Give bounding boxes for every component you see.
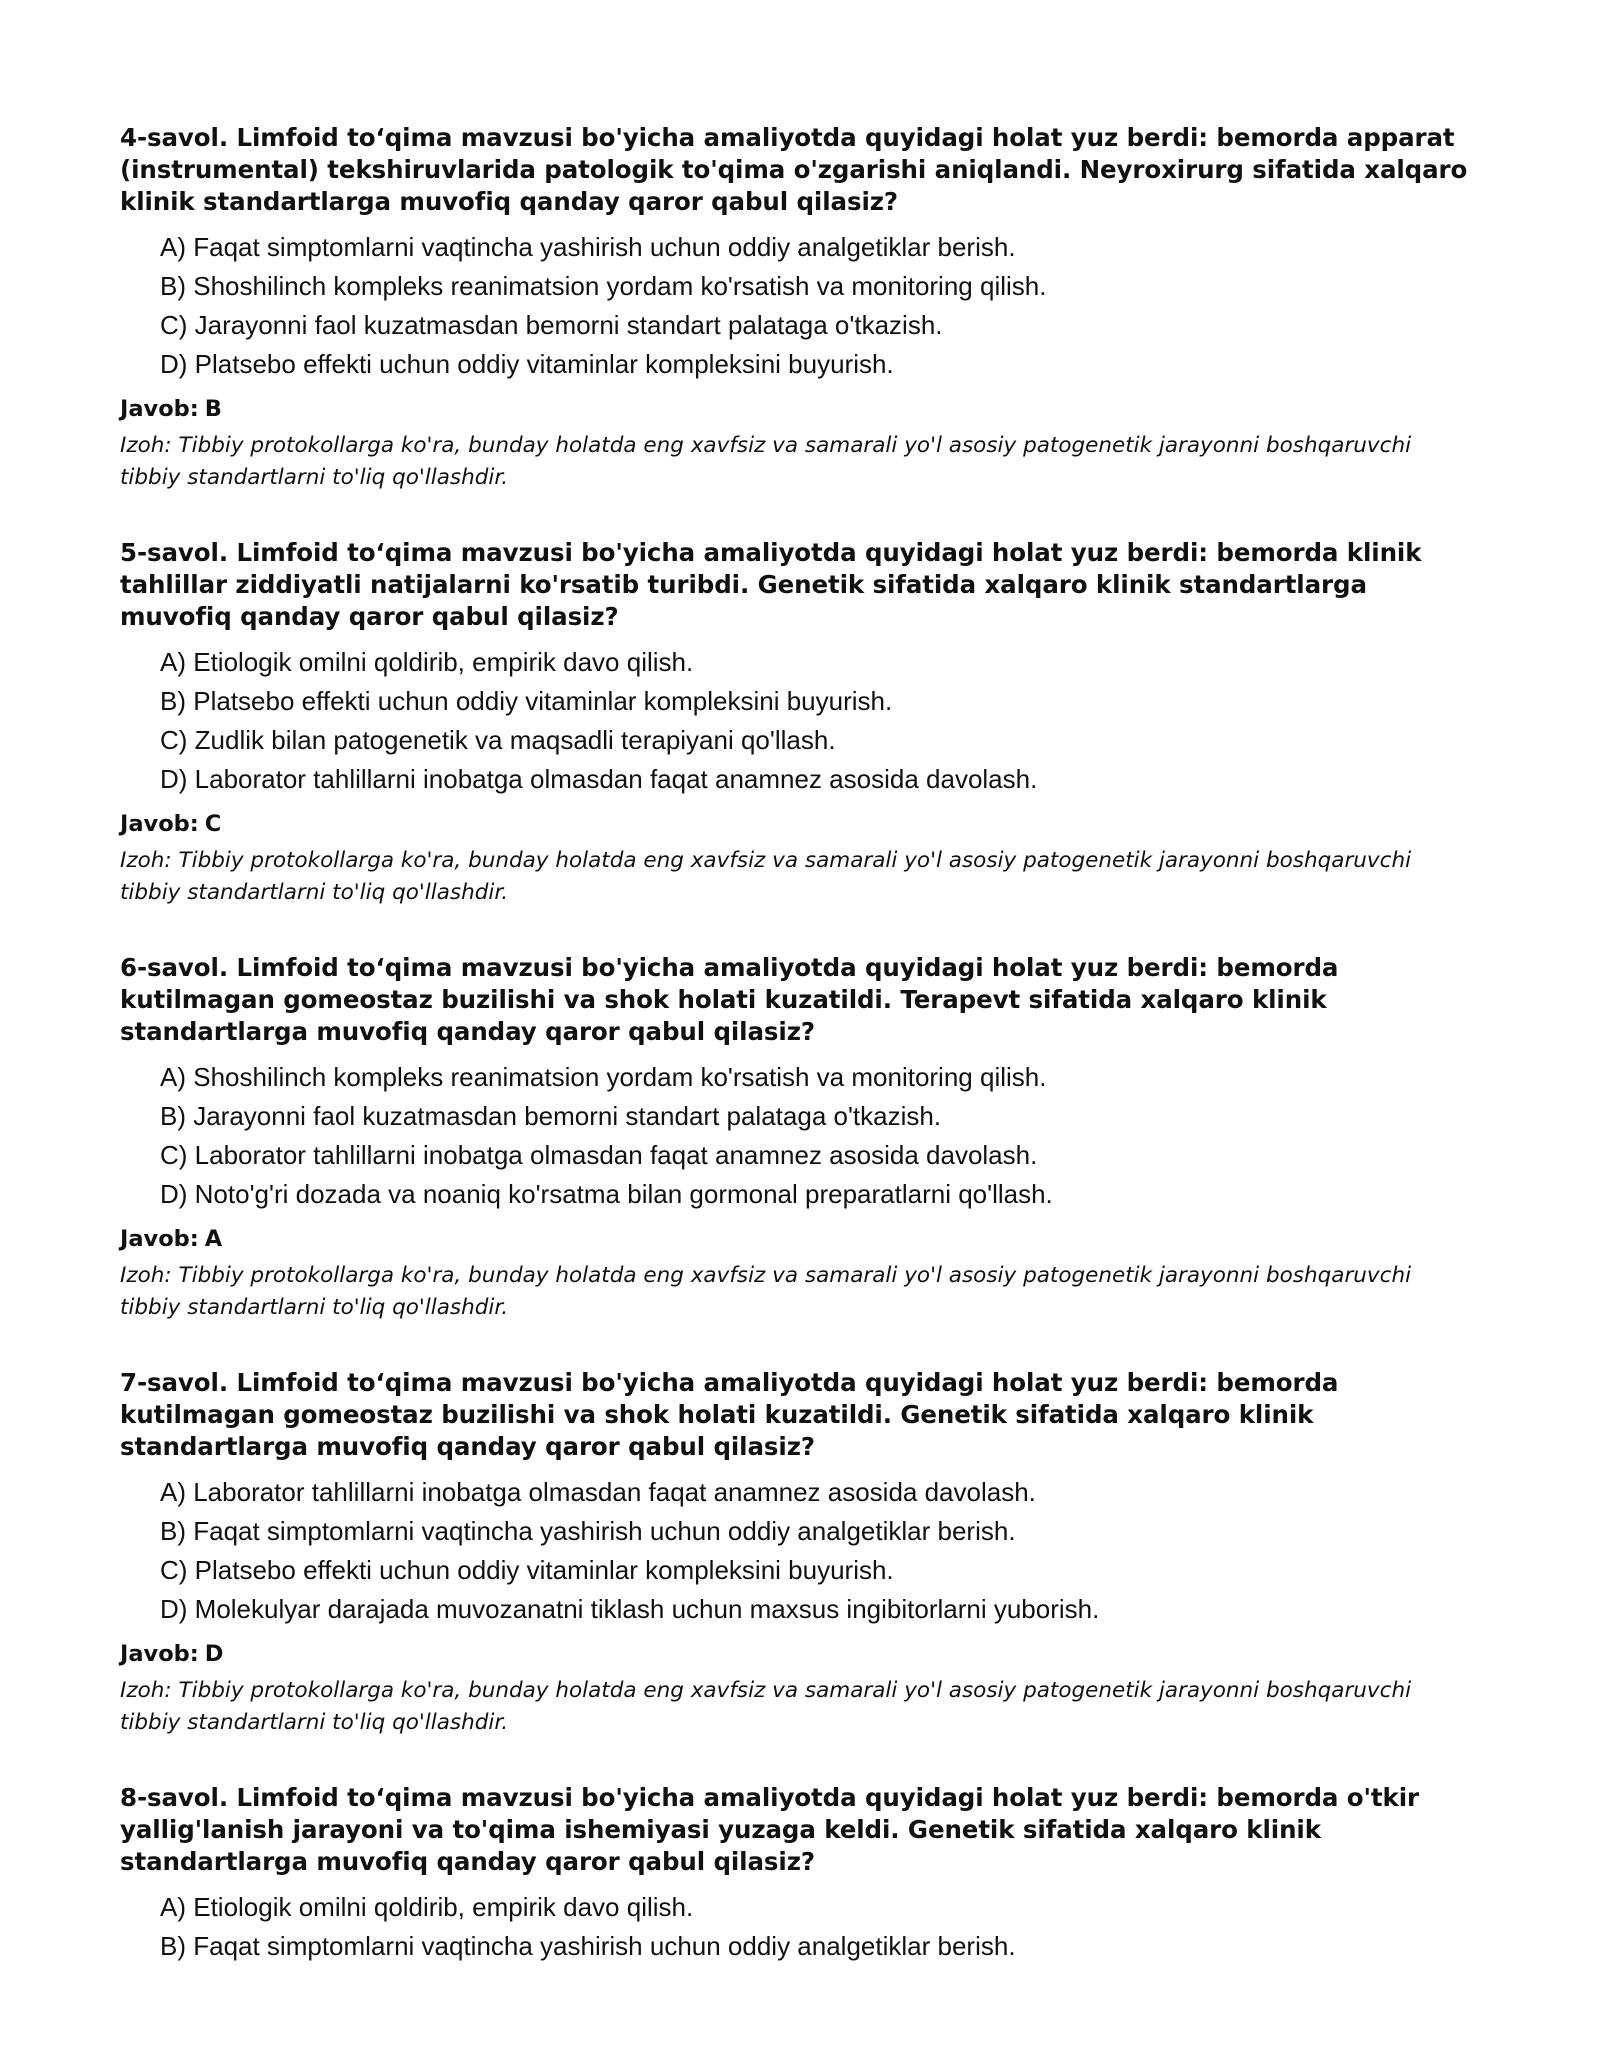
explanation-note: Izoh: Tibbiy protokollarga ko'ra, bunday holatda eng xavfsiz va samarali yo'l asosiy patogenetik jarayonni boshqaruvchi tibbiy standartlarni to'liq qo'llashdir.: [120, 1678, 1412, 1735]
answer-line: [120, 809, 1480, 839]
options-list: [120, 228, 1480, 384]
answer-letter: C: [204, 811, 222, 837]
question-block: [120, 122, 1480, 494]
answer-letter: D: [204, 1641, 224, 1667]
option-b: B) Faqat simptomlarni vaqtincha yashirish uchun oddiy analgetiklar berish.: [160, 1516, 1016, 1546]
option-c: C) Platsebo effekti uchun oddiy vitaminlar kompleksini buyurish.: [160, 1555, 894, 1585]
answer-label: Javob:: [120, 396, 199, 422]
answer-label: Javob:: [120, 1641, 199, 1667]
question-title: 5-savol. Limfoid to‘qima mavzusi bo'yicha amaliyotda quyidagi holat yuz berdi: bemorda klinik tahlillar ziddiyatli natijalarni ko'rsatib turibdi. Genetik sifatida xalqaro klinik standartlarga muvofiq qanday qaror qabul qilasiz?: [120, 538, 1422, 631]
answer-line: [120, 1224, 1480, 1254]
option-b: B) Shoshilinch kompleks reanimatsion yordam ko'rsatish va monitoring qilish.: [160, 271, 1047, 301]
answer-letter: A: [204, 1226, 223, 1252]
option-c: C) Zudlik bilan patogenetik va maqsadli terapiyani qo'llash.: [160, 725, 836, 755]
option-d: D) Platsebo effekti uchun oddiy vitaminlar kompleksini buyurish.: [160, 349, 894, 379]
option-b: B) Platsebo effekti uchun oddiy vitaminlar kompleksini buyurish.: [160, 686, 893, 716]
option-a: A) Etiologik omilni qoldirib, empirik davo qilish.: [160, 1892, 694, 1922]
option-b: B) Faqat simptomlarni vaqtincha yashirish uchun oddiy analgetiklar berish.: [160, 1931, 1016, 1961]
answer-letter: B: [204, 396, 222, 422]
explanation-note: Izoh: Tibbiy protokollarga ko'ra, bunday holatda eng xavfsiz va samarali yo'l asosiy patogenetik jarayonni boshqaruvchi tibbiy standartlarni to'liq qo'llashdir.: [120, 848, 1412, 905]
answer-label: Javob:: [120, 811, 199, 837]
question-block: [120, 1782, 1480, 1966]
option-c: C) Jarayonni faol kuzatmasdan bemorni standart palataga o'tkazish.: [160, 310, 943, 340]
answer-line: [120, 1639, 1480, 1669]
answer-label: Javob:: [120, 1226, 199, 1252]
options-list: [120, 1058, 1480, 1214]
explanation-note: Izoh: Tibbiy protokollarga ko'ra, bunday holatda eng xavfsiz va samarali yo'l asosiy patogenetik jarayonni boshqaruvchi tibbiy standartlarni to'liq qo'llashdir.: [120, 433, 1412, 490]
document-page: [120, 122, 1480, 2009]
options-list: [120, 643, 1480, 799]
question-title: 8-savol. Limfoid to‘qima mavzusi bo'yicha amaliyotda quyidagi holat yuz berdi: bemorda o'tkir yallig'lanish jarayoni va to'qima ishemiyasi yuzaga keldi. Genetik sifatida xalqaro klinik standartlarga muvofiq qanday qaror qabul qilasiz?: [120, 1783, 1419, 1876]
question-block: [120, 537, 1480, 909]
option-b: B) Jarayonni faol kuzatmasdan bemorni standart palataga o'tkazish.: [160, 1101, 942, 1131]
question-title: 6-savol. Limfoid to‘qima mavzusi bo'yicha amaliyotda quyidagi holat yuz berdi: bemorda kutilmagan gomeostaz buzilishi va shok holati kuzatildi. Terapevt sifatida xalqaro klinik standartlarga muvofiq qanday qaror qabul qilasiz?: [120, 953, 1339, 1046]
options-list: [120, 1473, 1480, 1629]
question-title: 4-savol. Limfoid to‘qima mavzusi bo'yicha amaliyotda quyidagi holat yuz berdi: bemorda apparat (instrumental) tekshiruvlarida patologik to'qima o'zgarishi aniqlandi. Neyroxirurg sifatida xalqaro klinik standartlarga muvofiq qanday qaror qabul qilasiz?: [120, 123, 1468, 216]
answer-line: [120, 394, 1480, 424]
option-c: C) Laborator tahlillarni inobatga olmasdan faqat anamnez asosida davolash.: [160, 1140, 1038, 1170]
option-a: A) Laborator tahlillarni inobatga olmasdan faqat anamnez asosida davolash.: [160, 1477, 1036, 1507]
explanation-note: Izoh: Tibbiy protokollarga ko'ra, bunday holatda eng xavfsiz va samarali yo'l asosiy patogenetik jarayonni boshqaruvchi tibbiy standartlarni to'liq qo'llashdir.: [120, 1263, 1412, 1320]
option-d: D) Noto'g'ri dozada va noaniq ko'rsatma bilan gormonal preparatlarni qo'llash.: [160, 1179, 1053, 1209]
option-d: D) Laborator tahlillarni inobatga olmasdan faqat anamnez asosida davolash.: [160, 764, 1038, 794]
option-a: A) Shoshilinch kompleks reanimatsion yordam ko'rsatish va monitoring qilish.: [160, 1062, 1047, 1092]
question-block: [120, 952, 1480, 1324]
option-a: A) Etiologik omilni qoldirib, empirik davo qilish.: [160, 647, 694, 677]
option-a: A) Faqat simptomlarni vaqtincha yashirish uchun oddiy analgetiklar berish.: [160, 232, 1016, 262]
option-d: D) Molekulyar darajada muvozanatni tiklash uchun maxsus ingibitorlarni yuborish.: [160, 1594, 1100, 1624]
question-title: 7-savol. Limfoid to‘qima mavzusi bo'yicha amaliyotda quyidagi holat yuz berdi: bemorda kutilmagan gomeostaz buzilishi va shok holati kuzatildi. Genetik sifatida xalqaro klinik standartlarga muvofiq qanday qaror qabul qilasiz?: [120, 1368, 1339, 1461]
options-list: [120, 1888, 1480, 1966]
question-block: [120, 1367, 1480, 1739]
